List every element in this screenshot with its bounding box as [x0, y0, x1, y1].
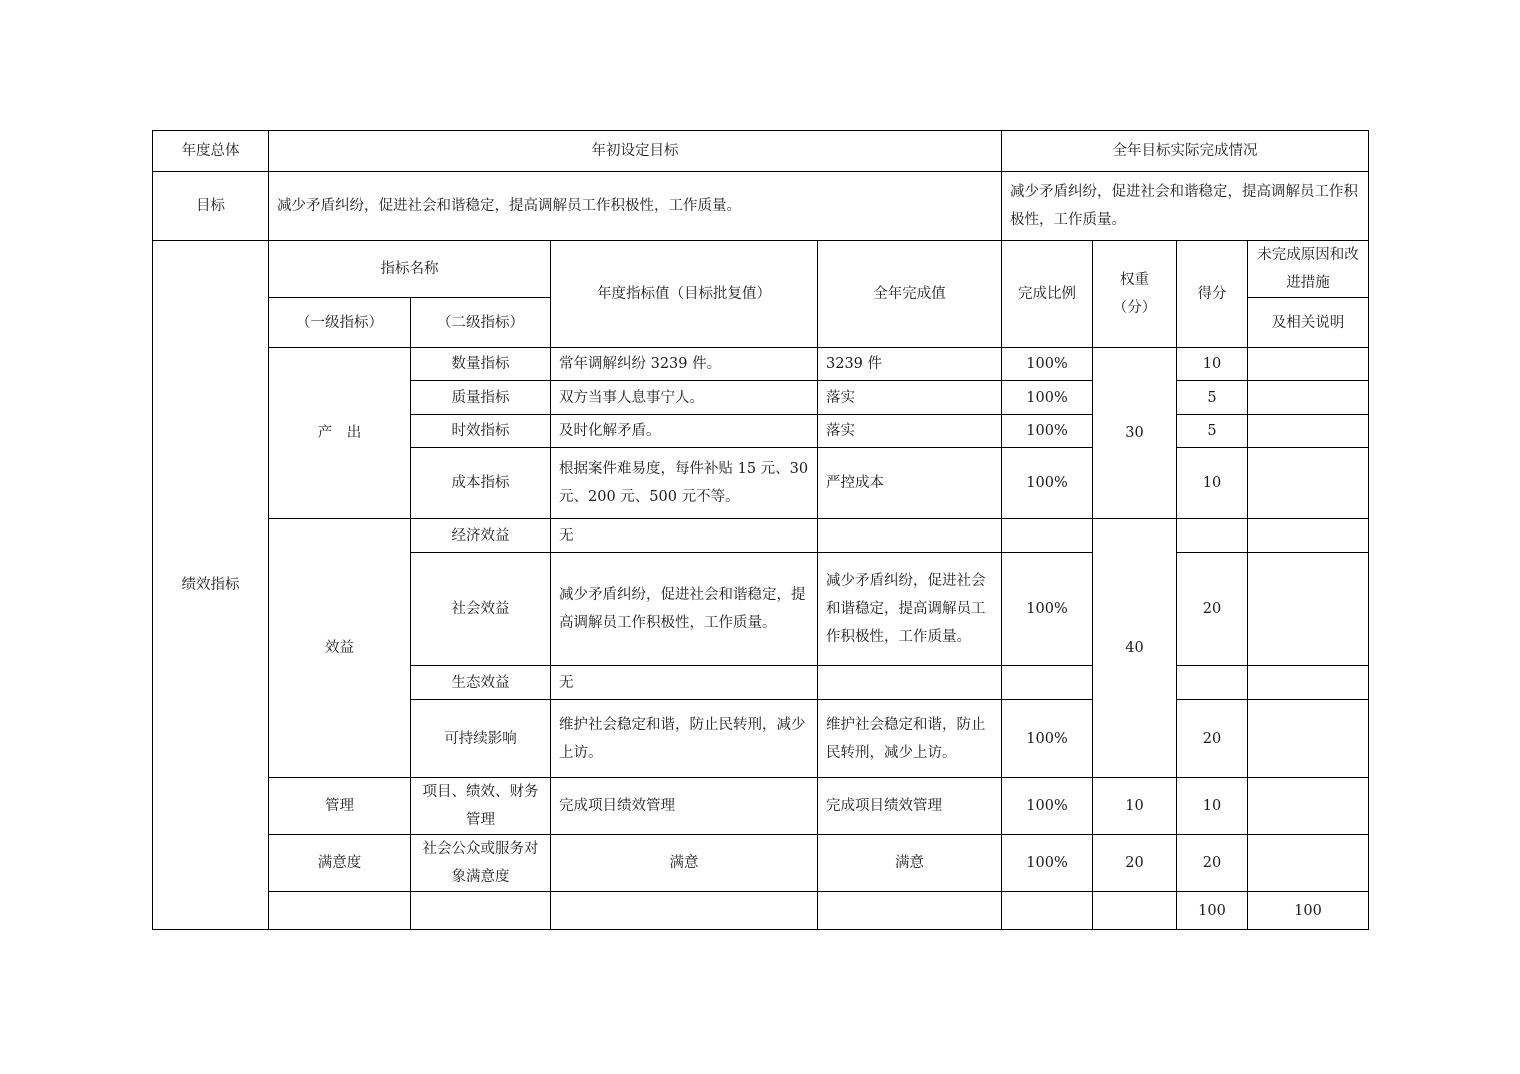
- indicator-ratio: 100%: [1002, 381, 1093, 415]
- totals-row: [153, 892, 1369, 930]
- indicator-reason: [1248, 519, 1369, 553]
- totals-empty-cell: [269, 892, 411, 930]
- indicator-score: 5: [1177, 415, 1248, 448]
- header-row: [153, 131, 1369, 172]
- indicator-actual: [818, 519, 1002, 553]
- goal-row: [153, 172, 1369, 241]
- indicator-actual: 3239 件: [818, 348, 1002, 381]
- indicator-actual: 满意: [818, 835, 1002, 892]
- goal-actual-text: 减少矛盾纠纷，促进社会和谐稳定，提高调解员工作积极性，工作质量。: [1002, 172, 1369, 241]
- totals-empty-cell: [818, 892, 1002, 930]
- indicator-reason: [1248, 835, 1369, 892]
- indicator-target: 满意: [551, 835, 818, 892]
- management-weight: 10: [1093, 778, 1177, 835]
- satisfaction-row: [153, 835, 1369, 892]
- indicator-header-row-1: [153, 241, 1369, 298]
- indicator-ratio: 100%: [1002, 553, 1093, 666]
- indicator-reason: [1248, 553, 1369, 666]
- header-overall: 年度总体: [153, 131, 269, 172]
- header-initial-goal: 年初设定目标: [269, 131, 1002, 172]
- totals-empty-cell: [1093, 892, 1177, 930]
- goal-initial-text: 减少矛盾纠纷，促进社会和谐稳定，提高调解员工作积极性，工作质量。: [269, 172, 1002, 241]
- indicator-score: 20: [1177, 835, 1248, 892]
- indicator-target: 无: [551, 519, 818, 553]
- level1-header: （一级指标）: [269, 298, 411, 348]
- indicator-target: 双方当事人息事宁人。: [551, 381, 818, 415]
- indicator-target: 常年调解纠纷 3239 件。: [551, 348, 818, 381]
- indicator-target: 完成项目绩效管理: [551, 778, 818, 835]
- totals-empty-cell: [551, 892, 818, 930]
- indicator-name: 社会效益: [411, 553, 551, 666]
- indicator-reason: [1248, 415, 1369, 448]
- indicators-section-label: 绩效指标: [153, 241, 269, 930]
- indicator-reason: [1248, 448, 1369, 519]
- weight-header: 权重 （分）: [1093, 241, 1177, 348]
- indicator-score: 20: [1177, 553, 1248, 666]
- indicator-ratio: [1002, 666, 1093, 700]
- indicator-name: 数量指标: [411, 348, 551, 381]
- score-header: 得分: [1177, 241, 1248, 348]
- indicator-name: 时效指标: [411, 415, 551, 448]
- indicator-name: 项目、绩效、财务管理: [411, 778, 551, 835]
- benefit-weight: 40: [1093, 519, 1177, 778]
- satisfaction-label: 满意度: [269, 835, 411, 892]
- indicator-ratio: 100%: [1002, 448, 1093, 519]
- indicator-target: 减少矛盾纠纷，促进社会和谐稳定，提高调解员工作积极性，工作质量。: [551, 553, 818, 666]
- table-row: [153, 348, 1369, 381]
- table-row: [153, 519, 1369, 553]
- indicator-actual: 落实: [818, 415, 1002, 448]
- reason-header-bottom: 及相关说明: [1248, 298, 1369, 348]
- indicator-name: 生态效益: [411, 666, 551, 700]
- indicator-score: 10: [1177, 448, 1248, 519]
- goal-label: 目标: [153, 172, 269, 241]
- indicator-score: [1177, 666, 1248, 700]
- ratio-header: 完成比例: [1002, 241, 1093, 348]
- indicator-name: 可持续影响: [411, 700, 551, 778]
- indicator-score: 10: [1177, 348, 1248, 381]
- annual-target-header: 年度指标值（目标批复值）: [551, 241, 818, 348]
- performance-table: [152, 130, 1369, 930]
- indicator-actual: [818, 666, 1002, 700]
- total-score: 100: [1248, 892, 1369, 930]
- indicator-target: 维护社会稳定和谐，防止民转刑，减少上访。: [551, 700, 818, 778]
- indicator-ratio: 100%: [1002, 415, 1093, 448]
- indicator-score: 20: [1177, 700, 1248, 778]
- indicator-actual: 完成项目绩效管理: [818, 778, 1002, 835]
- indicator-target: 根据案件难易度，每件补贴 15 元、30 元、200 元、500 元不等。: [551, 448, 818, 519]
- indicator-ratio: 100%: [1002, 348, 1093, 381]
- satisfaction-weight: 20: [1093, 835, 1177, 892]
- indicator-name: 社会公众或服务对象满意度: [411, 835, 551, 892]
- indicator-actual: 落实: [818, 381, 1002, 415]
- output-weight: 30: [1093, 348, 1177, 519]
- header-actual: 全年目标实际完成情况: [1002, 131, 1369, 172]
- indicator-name: 成本指标: [411, 448, 551, 519]
- indicator-actual: 严控成本: [818, 448, 1002, 519]
- indicator-ratio: 100%: [1002, 835, 1093, 892]
- indicator-score: [1177, 519, 1248, 553]
- indicator-reason: [1248, 700, 1369, 778]
- indicator-ratio: [1002, 519, 1093, 553]
- indicator-score: 10: [1177, 778, 1248, 835]
- totals-empty-cell: [411, 892, 551, 930]
- indicator-reason: [1248, 381, 1369, 415]
- indicator-name-header: 指标名称: [269, 241, 551, 298]
- output-label: 产 出: [269, 348, 411, 519]
- indicator-reason: [1248, 778, 1369, 835]
- indicator-reason: [1248, 348, 1369, 381]
- indicator-reason: [1248, 666, 1369, 700]
- total-weight: 100: [1177, 892, 1248, 930]
- indicator-ratio: 100%: [1002, 778, 1093, 835]
- reason-header-top: 未完成原因和改进措施: [1248, 241, 1369, 298]
- benefit-label: 效益: [269, 519, 411, 778]
- level2-header: （二级指标）: [411, 298, 551, 348]
- indicator-name: 质量指标: [411, 381, 551, 415]
- indicator-actual: 减少矛盾纠纷，促进社会和谐稳定，提高调解员工作积极性，工作质量。: [818, 553, 1002, 666]
- management-label: 管理: [269, 778, 411, 835]
- indicator-target: 无: [551, 666, 818, 700]
- indicator-score: 5: [1177, 381, 1248, 415]
- indicator-actual: 维护社会稳定和谐，防止民转刑，减少上访。: [818, 700, 1002, 778]
- indicator-target: 及时化解矛盾。: [551, 415, 818, 448]
- indicator-name: 经济效益: [411, 519, 551, 553]
- annual-actual-header: 全年完成值: [818, 241, 1002, 348]
- totals-empty-cell: [1002, 892, 1093, 930]
- indicator-ratio: 100%: [1002, 700, 1093, 778]
- management-row: [153, 778, 1369, 835]
